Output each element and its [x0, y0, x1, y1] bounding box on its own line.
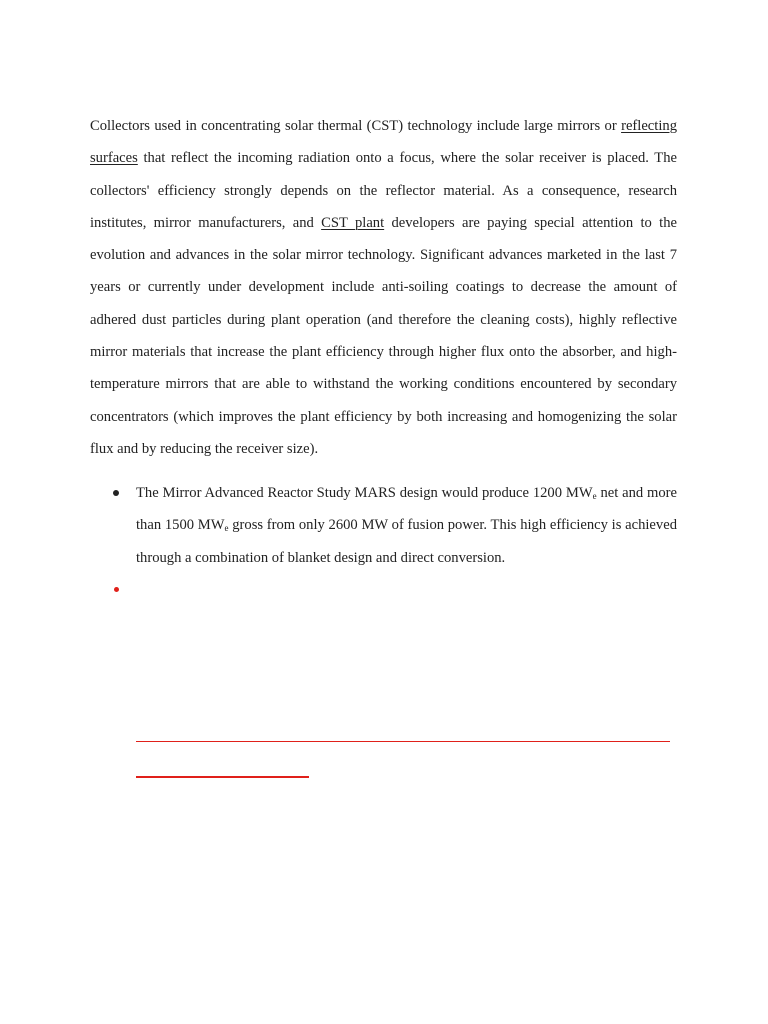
bullet-dot-icon [113, 490, 119, 496]
bullet-text-1: The Mirror Advanced Reactor Study MARS design would produce 1200 MW [136, 485, 593, 501]
empty-list-item[interactable] [90, 574, 677, 606]
paragraph-text-3: developers are paying special attention to the evolution and advances in the solar mirror technology. Significant advances marketed in the last 7 years or currently under development include anti-soiling coatings to decrease the amount of adhered dust particles during plant operation (and therefore the cleaning costs), highly reflective mirror materials that increase the plant efficiency through higher flux onto the absorber, and high-temperature mirrors that are able to withstand the working conditions encountered by secondary concentrators (which improves the plant efficiency by both increasing and homogenizing the solar flux and by reducing the receiver size). [90, 214, 677, 457]
bullet-text-2: net and more than 1500 MW [136, 485, 677, 534]
paragraph-text-1: Collectors used in concentrating solar thermal (CST) technology include large mirrors or [90, 118, 622, 134]
red-rule-short [136, 776, 309, 778]
body-paragraph [90, 110, 677, 465]
red-bullet-dot-icon [114, 587, 119, 592]
subscript-e: e [224, 523, 229, 534]
bullet-text-3: gross from only 2600 MW of fusion power. This high efficiency is achieved through a combination of blanket design and direct conversion. [136, 517, 677, 566]
link-cst-plant[interactable]: CST plant [321, 214, 385, 231]
list-item [90, 477, 677, 574]
link-reflecting-surfaces[interactable]: reflecting surfaces [90, 118, 677, 167]
paragraph-text-2: that reflect the incoming radiation onto a focus, where the solar receiver is placed. The collectors' efficiency strongly depends on the reflector material. As a consequence, research institutes, mirror manufacturers, and [90, 150, 677, 231]
red-rule-long [136, 741, 670, 742]
bullet-list [90, 477, 677, 606]
subscript-e: e [592, 491, 597, 501]
